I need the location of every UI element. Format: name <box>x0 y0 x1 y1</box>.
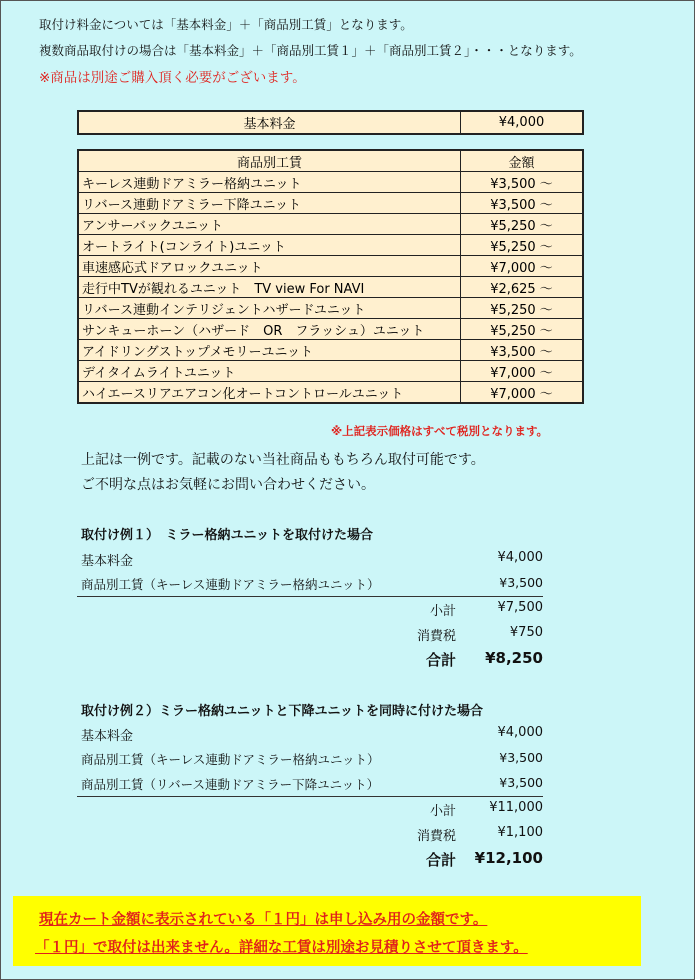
intro-line-1: 取付け料金については「基本料金」＋「商品別工賃」となります。 <box>39 17 413 32</box>
item-price: ¥7,000 ～ <box>461 382 584 404</box>
item-name: アイドリングストップメモリーユニット <box>78 340 461 361</box>
item-price: ¥5,250 ～ <box>461 298 584 319</box>
item-price: ¥7,000 ～ <box>461 256 584 277</box>
tax-amount: ¥750 <box>509 625 543 640</box>
example1-title: 取付け例１） ミラー格納ユニットを取付けた場合 <box>81 528 373 543</box>
item-price: ¥5,250 ～ <box>461 319 584 340</box>
item-name: 車速感応式ドアロックユニット <box>78 256 461 277</box>
item-fee-header <box>78 150 583 172</box>
row-amount: ¥3,500 <box>499 750 543 765</box>
row-label: 商品別工賃（リバース連動ドアミラー下降ユニット） <box>81 777 380 792</box>
table-row <box>78 319 583 340</box>
cart-price-notice <box>13 896 641 966</box>
item-price: ¥2,625 ～ <box>461 277 584 298</box>
row-amount: ¥3,500 <box>499 575 543 590</box>
table-row <box>78 256 583 277</box>
item-price: ¥3,500 ～ <box>461 193 584 214</box>
table-row <box>78 361 583 382</box>
banner-line-1: 現在カート金額に表示されている「１円」は申し込み用の金額です。 <box>39 912 488 928</box>
intro-line-2: 複数商品取付けの場合は「基本料金」＋「商品別工賃１」＋「商品別工賃２」・・・となります。 <box>39 43 582 58</box>
row-label: 基本料金 <box>81 729 134 744</box>
item-name: リバース連動ドアミラー下降ユニット <box>78 193 461 214</box>
item-name: デイタイムライトユニット <box>78 361 461 382</box>
basic-fee-row <box>78 111 583 134</box>
subtotal-label: 小計 <box>429 604 456 619</box>
row-label: 商品別工賃（キーレス連動ドアミラー格納ユニット） <box>81 577 380 592</box>
note-line-1: 上記は一例です。記載のない当社商品ももちろん取付可能です。 <box>81 452 485 468</box>
item-name: 走行中TVが観れるユニット TV view For NAVI <box>78 277 461 298</box>
header-item-name: 商品別工賃 <box>78 150 461 172</box>
row-label: 商品別工賃（キーレス連動ドアミラー格納ユニット） <box>81 752 380 767</box>
table-row <box>78 340 583 361</box>
item-name: キーレス連動ドアミラー格納ユニット <box>78 172 461 193</box>
basic-fee-price: ¥4,000 <box>461 111 584 134</box>
item-name: リバース連動インテリジェントハザードユニット <box>78 298 461 319</box>
banner-line-2: 「１円」で取付は出来ません。詳細な工賃は別途お見積りさせて頂きます。 <box>35 940 528 956</box>
basic-fee-label: 基本料金 <box>78 111 461 134</box>
example2-title: 取付け例２）ミラー格納ユニットと下降ユニットを同時に付けた場合 <box>81 704 483 719</box>
row-amount: ¥4,000 <box>497 550 543 565</box>
total-amount: ¥8,250 <box>485 649 543 667</box>
item-price: ¥3,500 ～ <box>461 340 584 361</box>
subtotal-amount: ¥11,000 <box>489 800 543 815</box>
tax-label: 消費税 <box>416 629 456 644</box>
total-label: 合計 <box>425 651 456 669</box>
tax-note: ※上記表示価格はすべて税別となります。 <box>331 424 549 438</box>
table-row <box>78 193 583 214</box>
total-label: 合計 <box>425 851 456 869</box>
subtotal-label: 小計 <box>429 804 456 819</box>
item-price: ¥5,250 ～ <box>461 235 584 256</box>
total-amount: ¥12,100 <box>474 849 543 867</box>
table-row <box>78 172 583 193</box>
row-amount: ¥3,500 <box>499 775 543 790</box>
row-label: 基本料金 <box>81 554 134 569</box>
item-name: アンサーバックユニット <box>78 214 461 235</box>
item-price: ¥3,500 ～ <box>461 172 584 193</box>
header-price: 金額 <box>461 150 584 172</box>
table-row <box>78 382 583 404</box>
tax-amount: ¥1,100 <box>497 825 543 840</box>
tax-label: 消費税 <box>416 829 456 844</box>
table-row <box>78 277 583 298</box>
item-name: サンキューホーン（ハザード OR フラッシュ）ユニット <box>78 319 461 340</box>
item-name: オートライト(コンライト)ユニット <box>78 235 461 256</box>
example2-divider <box>77 796 543 797</box>
note-line-2: ご不明な点はお気軽にお問い合わせください。 <box>81 477 375 493</box>
table-row <box>78 214 583 235</box>
row-amount: ¥4,000 <box>497 725 543 740</box>
basic-fee-table <box>77 110 584 135</box>
item-name: ハイエースリアエアコン化オートコントロールユニット <box>78 382 461 404</box>
example1-divider <box>77 596 543 597</box>
table-row <box>78 235 583 256</box>
subtotal-amount: ¥7,500 <box>497 600 543 615</box>
item-price: ¥5,250 ～ <box>461 214 584 235</box>
intro-notice: ※商品は別途ご購入頂く必要がございます。 <box>39 70 306 86</box>
item-fee-table <box>77 149 584 404</box>
table-row <box>78 298 583 319</box>
item-price: ¥7,000 ～ <box>461 361 584 382</box>
